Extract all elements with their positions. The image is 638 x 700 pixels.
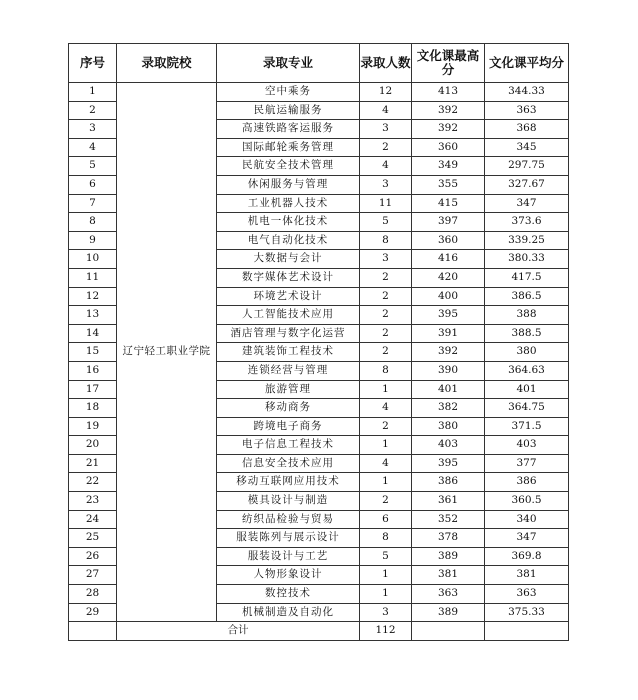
- cell-count: 2: [360, 138, 412, 157]
- cell-seq: 9: [69, 231, 117, 250]
- cell-seq: 25: [69, 529, 117, 548]
- header-max-score: 文化课最高分: [412, 44, 485, 83]
- cell-major: 移动商务: [217, 399, 360, 418]
- cell-max-score: 420: [412, 268, 485, 287]
- header-count: 录取人数: [360, 44, 412, 83]
- cell-seq: 5: [69, 157, 117, 176]
- cell-max-score: 395: [412, 454, 485, 473]
- cell-count: 11: [360, 194, 412, 213]
- table-row: [69, 83, 569, 102]
- cell-major: 民航安全技术管理: [217, 157, 360, 176]
- cell-count: 1: [360, 566, 412, 585]
- cell-max-score: 391: [412, 324, 485, 343]
- cell-avg-score: 369.8: [485, 547, 569, 566]
- cell-major: 人工智能技术应用: [217, 306, 360, 325]
- cell-max-score: 392: [412, 343, 485, 362]
- total-row: [69, 622, 569, 641]
- cell-seq: 15: [69, 343, 117, 362]
- cell-seq: 26: [69, 547, 117, 566]
- cell-major: 电子信息工程技术: [217, 436, 360, 455]
- cell-school: 辽宁轻工职业学院: [117, 83, 217, 622]
- cell-major: 大数据与会计: [217, 250, 360, 269]
- cell-major: 纺织品检验与贸易: [217, 510, 360, 529]
- cell-count: 4: [360, 454, 412, 473]
- cell-major: 移动互联网应用技术: [217, 473, 360, 492]
- cell-count: 2: [360, 268, 412, 287]
- cell-max-score: 392: [412, 101, 485, 120]
- cell-count: 2: [360, 343, 412, 362]
- cell-max-score: 378: [412, 529, 485, 548]
- cell-count: 1: [360, 473, 412, 492]
- cell-max-score: 360: [412, 138, 485, 157]
- cell-count: 2: [360, 492, 412, 511]
- cell-major: 环境艺术设计: [217, 287, 360, 306]
- cell-max-score: 363: [412, 585, 485, 604]
- cell-major: 服装陈列与展示设计: [217, 529, 360, 548]
- cell-count: 4: [360, 101, 412, 120]
- cell-avg-score: 364.63: [485, 361, 569, 380]
- header-major: 录取专业: [217, 44, 360, 83]
- cell-avg-score: 368: [485, 120, 569, 139]
- cell-major: 旅游管理: [217, 380, 360, 399]
- cell-count: 8: [360, 231, 412, 250]
- cell-major: 信息安全技术应用: [217, 454, 360, 473]
- cell-major: 服装设计与工艺: [217, 547, 360, 566]
- cell-seq: 22: [69, 473, 117, 492]
- cell-major: 酒店管理与数字化运营: [217, 324, 360, 343]
- cell-max-score: 352: [412, 510, 485, 529]
- cell-max-score: 403: [412, 436, 485, 455]
- cell-major: 模具设计与制造: [217, 492, 360, 511]
- cell-major: 人物形象设计: [217, 566, 360, 585]
- cell-avg-score: 386.5: [485, 287, 569, 306]
- cell-max-score: 392: [412, 120, 485, 139]
- cell-major: 机电一体化技术: [217, 213, 360, 232]
- cell-count: 6: [360, 510, 412, 529]
- cell-seq: 8: [69, 213, 117, 232]
- cell-major: 机械制造及自动化: [217, 603, 360, 622]
- cell-avg-score: 377: [485, 454, 569, 473]
- cell-max-score: 416: [412, 250, 485, 269]
- cell-max-score: 349: [412, 157, 485, 176]
- cell-avg-score: 417.5: [485, 268, 569, 287]
- cell-count: 5: [360, 213, 412, 232]
- cell-avg-score: 363: [485, 101, 569, 120]
- cell-seq: 24: [69, 510, 117, 529]
- cell-max-score: 397: [412, 213, 485, 232]
- cell-max-score: 390: [412, 361, 485, 380]
- header-seq: 序号: [69, 44, 117, 83]
- cell-avg-score: 388: [485, 306, 569, 325]
- cell-max-score: 381: [412, 566, 485, 585]
- cell-seq: 17: [69, 380, 117, 399]
- cell-count: 2: [360, 306, 412, 325]
- total-blank-cell: [69, 622, 117, 641]
- cell-seq: 16: [69, 361, 117, 380]
- table-body: [69, 83, 569, 641]
- cell-avg-score: 371.5: [485, 417, 569, 436]
- cell-major: 电气自动化技术: [217, 231, 360, 250]
- cell-max-score: 386: [412, 473, 485, 492]
- cell-max-score: 360: [412, 231, 485, 250]
- cell-max-score: 413: [412, 83, 485, 102]
- cell-seq: 14: [69, 324, 117, 343]
- cell-major: 建筑装饰工程技术: [217, 343, 360, 362]
- cell-seq: 1: [69, 83, 117, 102]
- cell-seq: 28: [69, 585, 117, 604]
- cell-seq: 18: [69, 399, 117, 418]
- cell-seq: 13: [69, 306, 117, 325]
- cell-avg-score: 327.67: [485, 175, 569, 194]
- table-header-row: [69, 44, 569, 83]
- cell-avg-score: 373.6: [485, 213, 569, 232]
- cell-count: 3: [360, 120, 412, 139]
- cell-avg-score: 375.33: [485, 603, 569, 622]
- cell-count: 5: [360, 547, 412, 566]
- cell-seq: 2: [69, 101, 117, 120]
- cell-avg-score: 360.5: [485, 492, 569, 511]
- cell-avg-score: 380.33: [485, 250, 569, 269]
- cell-seq: 12: [69, 287, 117, 306]
- cell-count: 1: [360, 380, 412, 399]
- cell-max-score: 401: [412, 380, 485, 399]
- cell-count: 12: [360, 83, 412, 102]
- cell-seq: 10: [69, 250, 117, 269]
- cell-count: 1: [360, 436, 412, 455]
- cell-seq: 6: [69, 175, 117, 194]
- cell-seq: 11: [69, 268, 117, 287]
- cell-seq: 21: [69, 454, 117, 473]
- cell-seq: 27: [69, 566, 117, 585]
- cell-major: 数字媒体艺术设计: [217, 268, 360, 287]
- cell-seq: 3: [69, 120, 117, 139]
- cell-count: 3: [360, 250, 412, 269]
- cell-avg-score: 403: [485, 436, 569, 455]
- cell-seq: 19: [69, 417, 117, 436]
- cell-seq: 20: [69, 436, 117, 455]
- cell-count: 1: [360, 585, 412, 604]
- cell-max-score: 415: [412, 194, 485, 213]
- cell-avg-score: 388.5: [485, 324, 569, 343]
- cell-avg-score: 340: [485, 510, 569, 529]
- total-avg-empty: [485, 622, 569, 641]
- cell-max-score: 389: [412, 547, 485, 566]
- header-school: 录取院校: [117, 44, 217, 83]
- cell-avg-score: 401: [485, 380, 569, 399]
- cell-seq: 29: [69, 603, 117, 622]
- cell-avg-score: 344.33: [485, 83, 569, 102]
- cell-avg-score: 347: [485, 529, 569, 548]
- cell-avg-score: 347: [485, 194, 569, 213]
- cell-count: 8: [360, 529, 412, 548]
- total-label: 合计: [117, 622, 360, 641]
- cell-major: 跨境电子商务: [217, 417, 360, 436]
- total-max-empty: [412, 622, 485, 641]
- cell-max-score: 380: [412, 417, 485, 436]
- cell-max-score: 395: [412, 306, 485, 325]
- cell-max-score: 389: [412, 603, 485, 622]
- cell-count: 3: [360, 603, 412, 622]
- cell-seq: 23: [69, 492, 117, 511]
- cell-major: 工业机器人技术: [217, 194, 360, 213]
- cell-avg-score: 380: [485, 343, 569, 362]
- cell-count: 2: [360, 417, 412, 436]
- cell-major: 空中乘务: [217, 83, 360, 102]
- cell-count: 3: [360, 175, 412, 194]
- cell-major: 数控技术: [217, 585, 360, 604]
- cell-count: 4: [360, 157, 412, 176]
- cell-avg-score: 364.75: [485, 399, 569, 418]
- header-avg-score: 文化课平均分: [485, 44, 569, 83]
- cell-count: 2: [360, 324, 412, 343]
- cell-seq: 4: [69, 138, 117, 157]
- cell-max-score: 400: [412, 287, 485, 306]
- cell-avg-score: 297.75: [485, 157, 569, 176]
- cell-count: 4: [360, 399, 412, 418]
- cell-major: 国际邮轮乘务管理: [217, 138, 360, 157]
- cell-major: 连锁经营与管理: [217, 361, 360, 380]
- cell-major: 休闲服务与管理: [217, 175, 360, 194]
- cell-major: 高速铁路客运服务: [217, 120, 360, 139]
- cell-major: 民航运输服务: [217, 101, 360, 120]
- cell-avg-score: 339.25: [485, 231, 569, 250]
- cell-max-score: 355: [412, 175, 485, 194]
- cell-max-score: 382: [412, 399, 485, 418]
- total-count: 112: [360, 622, 412, 641]
- cell-avg-score: 345: [485, 138, 569, 157]
- cell-avg-score: 381: [485, 566, 569, 585]
- cell-count: 2: [360, 287, 412, 306]
- admission-table: [68, 43, 569, 641]
- cell-seq: 7: [69, 194, 117, 213]
- cell-avg-score: 386: [485, 473, 569, 492]
- cell-count: 8: [360, 361, 412, 380]
- cell-max-score: 361: [412, 492, 485, 511]
- cell-avg-score: 363: [485, 585, 569, 604]
